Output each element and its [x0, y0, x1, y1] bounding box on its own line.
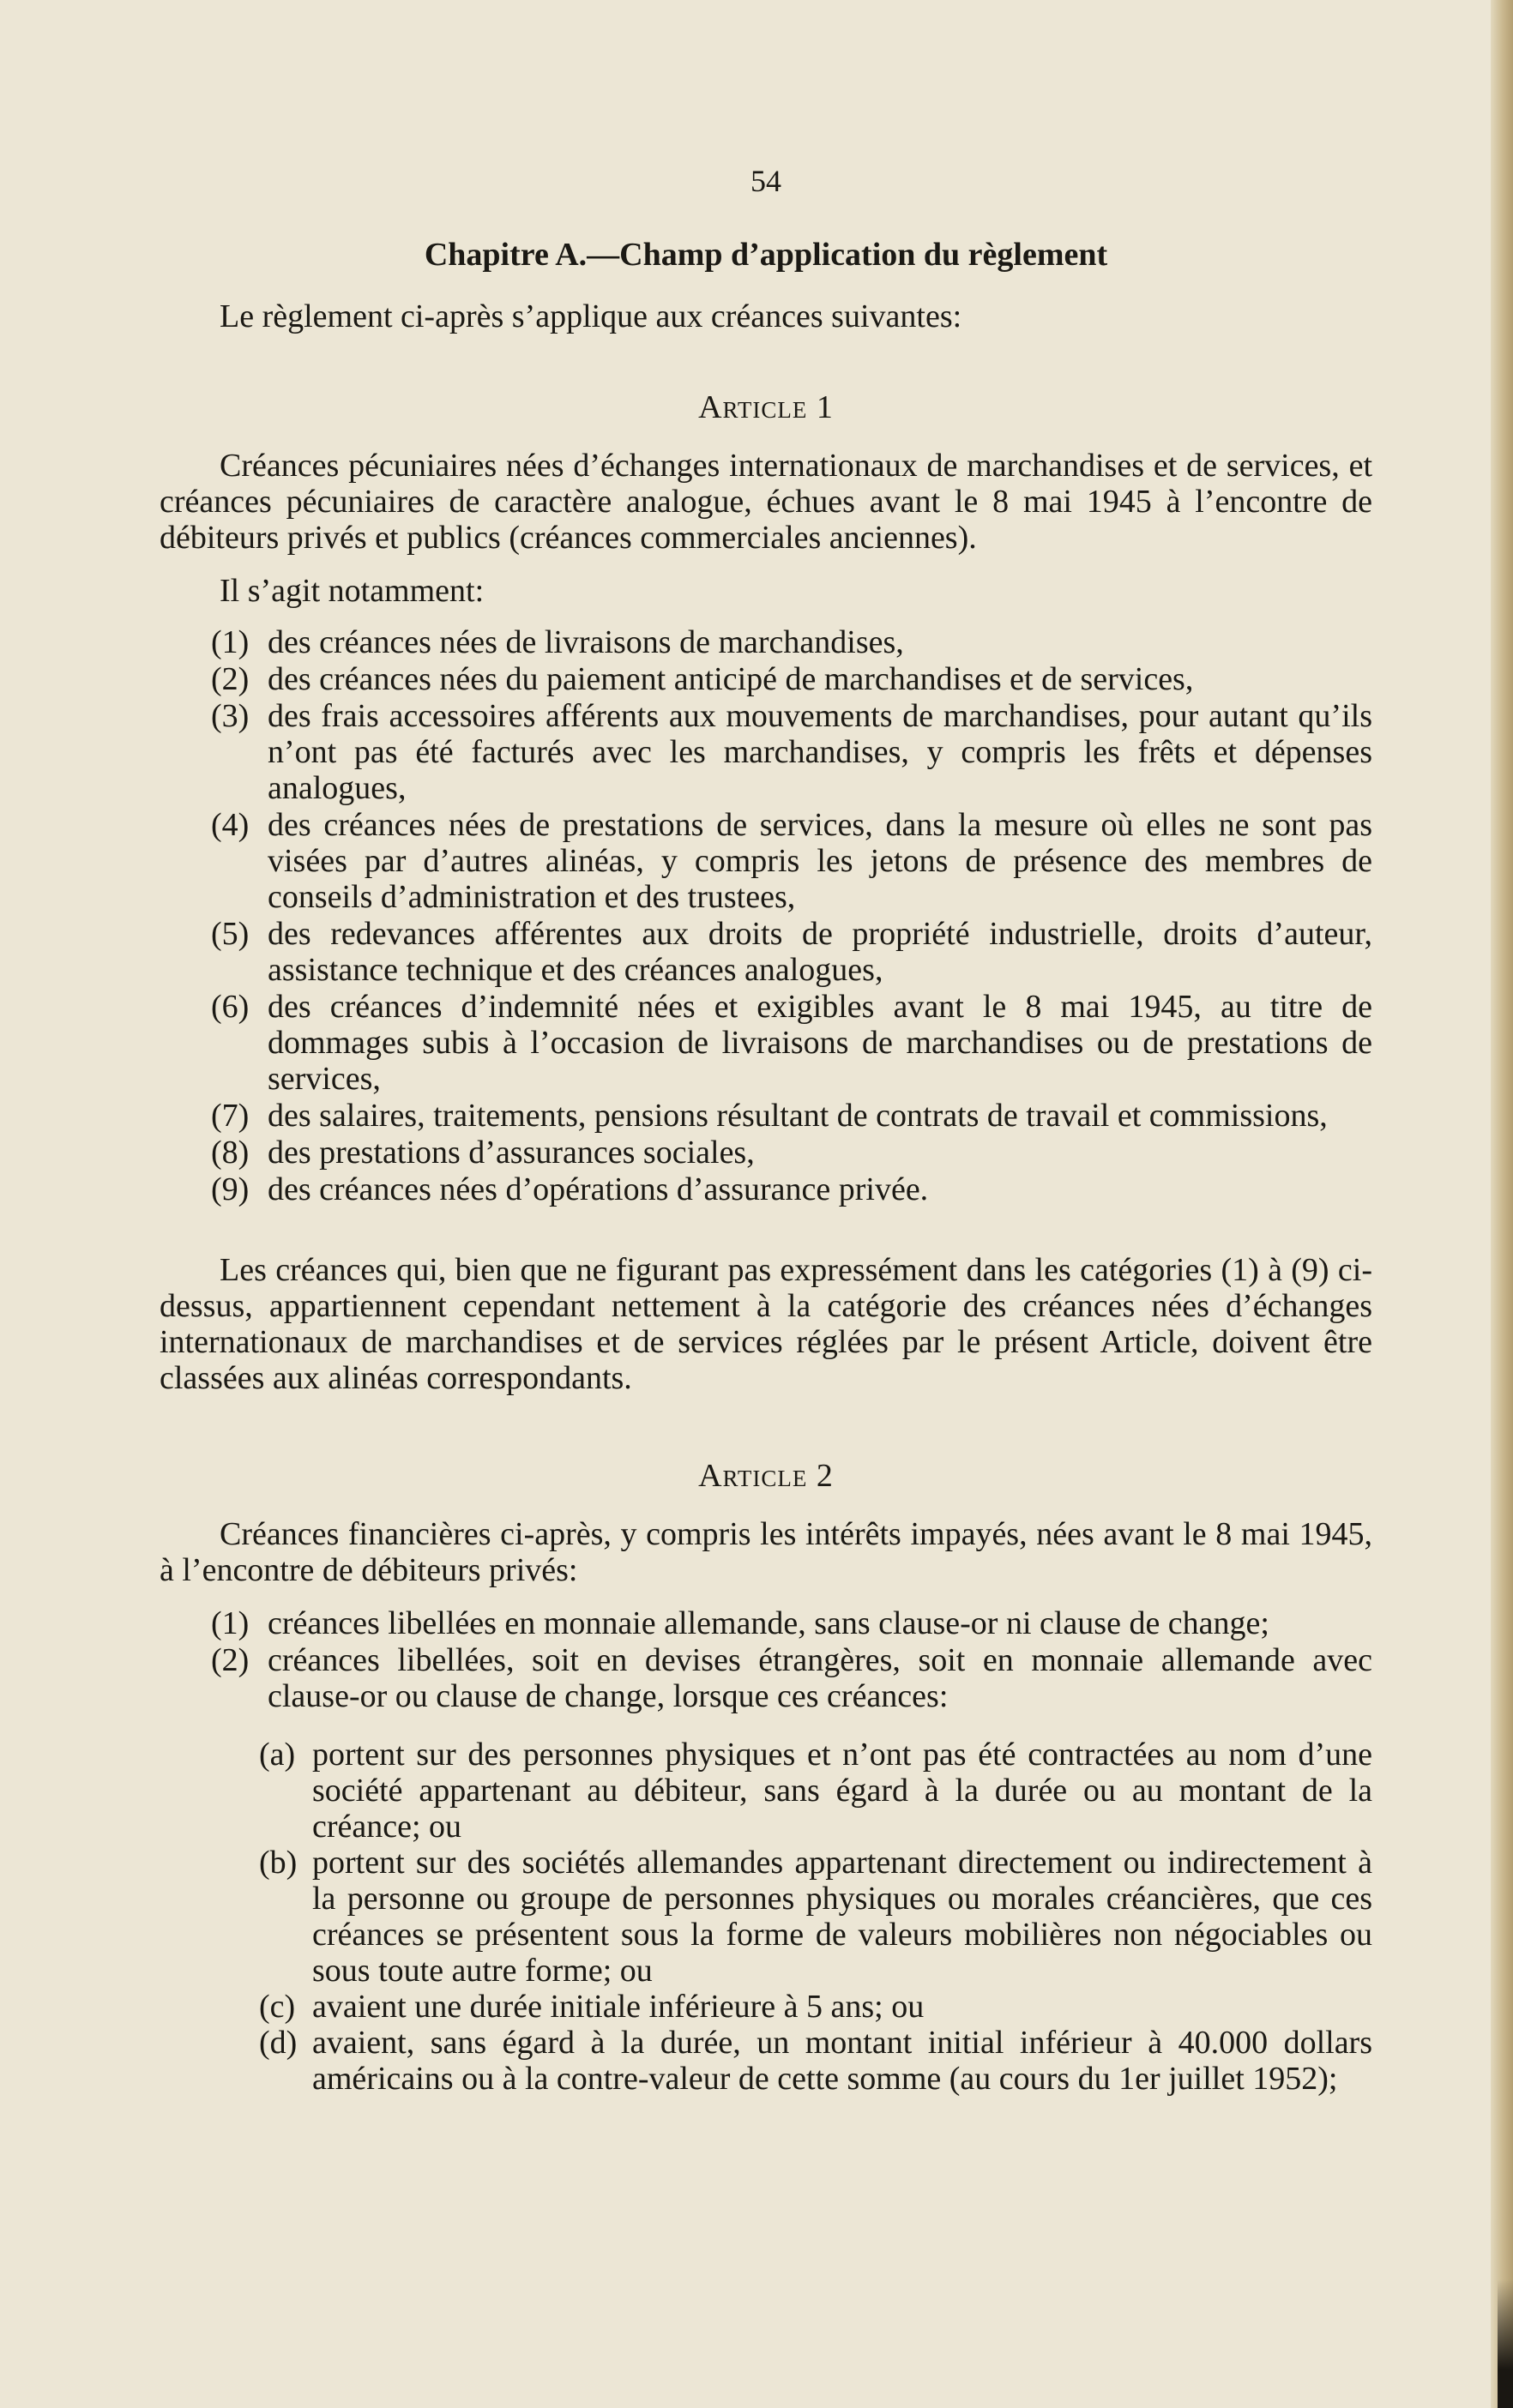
list-item-text: créances libellées en monnaie allemande, sans clause-or ni clause de change;: [268, 1605, 1269, 1641]
page-edge: [1491, 0, 1513, 2408]
list-item-number: (8): [211, 1135, 250, 1171]
article-2-sublist: [160, 1737, 1372, 2097]
list-item-text: des créances nées du paiement anticipé de marchandises et de services,: [268, 661, 1194, 697]
list-item: [160, 807, 1372, 915]
sub-item-letter: (c): [259, 1989, 296, 2025]
list-item-number: (6): [211, 989, 250, 1025]
sub-list-item: [160, 1989, 1372, 2025]
list-item-text: des créances d’indemnité nées et exigibles avant le 8 mai 1945, au titre de dommages subis à l’occasion de livraisons de marchandises ou de prestations de services,: [268, 989, 1372, 1097]
article-2-list: [160, 1605, 1372, 1714]
article-1-list: [160, 624, 1372, 1207]
sub-item-letter: (d): [259, 2025, 298, 2061]
list-item: [160, 1098, 1372, 1134]
list-item-number: (1): [211, 624, 250, 660]
article-1-closing: Les créances qui, bien que ne figurant pas expressément dans les catégories (1) à (9) ci-dessus, appartiennent cependant nettement à la catégorie des créances nées d’échanges internationaux de marchandises et de services réglées par le présent Article, doivent être classées aux alinéas correspondants.: [160, 1252, 1372, 1396]
list-item-text: des créances nées de prestations de services, dans la mesure où elles ne sont pas visées par d’autres alinéas, y compris les jetons de présence des membres de conseils d’administration et des trustees,: [268, 807, 1372, 915]
sub-item-letter: (b): [259, 1845, 298, 1881]
list-item-number: (2): [211, 1642, 250, 1678]
sub-item-text: avaient, sans égard à la durée, un montant initial inférieur à 40.000 dollars américains ou à la contre-valeur de cette somme (au cours du 1er juillet 1952);: [312, 2025, 1372, 2097]
list-item: [160, 1135, 1372, 1171]
sub-item-text: avaient une durée initiale inférieure à 5 ans; ou: [312, 1989, 925, 2025]
list-item: [160, 624, 1372, 660]
sub-item-text: portent sur des personnes physiques et n’ont pas été contractées au nom d’une société appartenant au débiteur, sans égard à la durée ou au montant de la créance; ou: [312, 1737, 1372, 1845]
article-1-heading: Article 1: [698, 389, 834, 425]
list-item-number: (9): [211, 1171, 250, 1207]
list-item-number: (2): [211, 661, 250, 697]
sub-item-letter: (a): [259, 1737, 296, 1773]
article-1-lead: Il s’agit notamment:: [220, 573, 485, 609]
list-item-number: (1): [211, 1605, 250, 1641]
chapter-title: Chapitre A.—Champ d’application du règlement: [424, 237, 1108, 273]
document-page: [160, 163, 1372, 2097]
list-item: [160, 1171, 1372, 1207]
list-item-number: (4): [211, 807, 250, 843]
article-2-heading: Article 2: [698, 1458, 834, 1494]
sub-list-item: [160, 2025, 1372, 2097]
list-item: [160, 661, 1372, 697]
article-2-paragraph: Créances financières ci-après, y compris les intérêts impayés, nées avant le 8 mai 1945, à l’encontre de débiteurs privés:: [160, 1516, 1372, 1588]
list-item-text: des prestations d’assurances sociales,: [268, 1135, 755, 1171]
list-item-number: (3): [211, 698, 250, 734]
sub-list-item: [160, 1845, 1372, 1989]
list-item-text: des frais accessoires afférents aux mouvements de marchandises, pour autant qu’ils n’ont pas été facturés avec les marchandises, y compris les frêts et dépenses analogues,: [268, 698, 1372, 806]
list-item-text: créances libellées, soit en devises étrangères, soit en monnaie allemande avec clause-or ou clause de change, lorsque ces créances:: [268, 1642, 1372, 1714]
list-item-number: (5): [211, 916, 250, 952]
list-item: [160, 1605, 1372, 1641]
list-item-text: des salaires, traitements, pensions résultant de contrats de travail et commissions,: [268, 1098, 1328, 1134]
list-item: [160, 989, 1372, 1097]
sub-list-item: [160, 1737, 1372, 1845]
list-item: [160, 916, 1372, 988]
list-item: [160, 698, 1372, 806]
list-item-text: des redevances afférentes aux droits de propriété industrielle, droits d’auteur, assistance technique et des créances analogues,: [268, 916, 1372, 988]
page-number: 54: [750, 164, 781, 198]
sub-item-text: portent sur des sociétés allemandes appartenant directement ou indirectement à la personne ou groupe de personnes physiques ou morales créancières, que ces créances se présentent sous la forme de valeurs mobilières non négociables ou sous toute autre forme; ou: [312, 1845, 1372, 1989]
list-item: [160, 1642, 1372, 1714]
intro-text: Le règlement ci-après s’applique aux créances suivantes:: [220, 298, 962, 334]
article-1-paragraph: Créances pécuniaires nées d’échanges internationaux de marchandises et de services, et créances pécuniaires de caractère analogue, échues avant le 8 mai 1945 à l’encontre de débiteurs privés et publics (créances commerciales anciennes).: [160, 448, 1372, 556]
list-item-number: (7): [211, 1098, 250, 1134]
list-item-text: des créances nées de livraisons de marchandises,: [268, 624, 904, 660]
list-item-text: des créances nées d’opérations d’assurance privée.: [268, 1171, 929, 1207]
page-edge-shadow: [1498, 2279, 1513, 2408]
